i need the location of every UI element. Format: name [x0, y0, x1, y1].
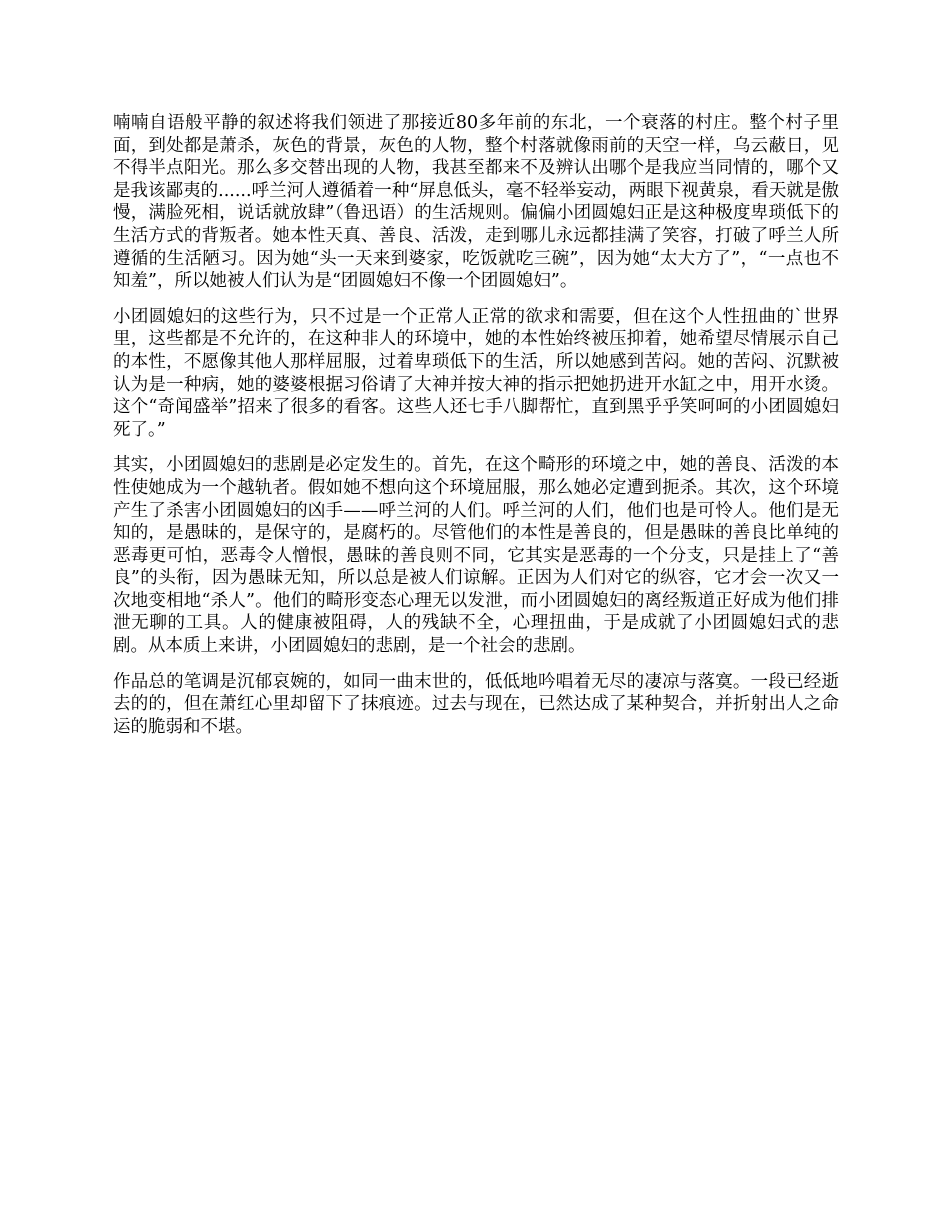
document-body — [113, 112, 839, 751]
paragraph-3: 其实，小团圆媳妇的悲剧是必定发生的。首先，在这个畸形的环境之中，她的善良、活泼的本性使她成为一个越轨者。假如她不想向这个环境屈服，那么她必定遭到扼杀。其次，这个环境产生了杀害小团圆媳妇的凶手——呼兰河的人们。呼兰河的人们，他们也是可怜人。他们是无知的，是愚昧的，是保守的，是腐朽的。尽管他们的本性是善良的，但是愚昧的善良比单纯的恶毒更可怕，恶毒令人憎恨，愚昧的善良则不同，它其实是恶毒的一个分支，只是挂上了“善良”的头衔，因为愚昧无知，所以总是被人们谅解。正因为人们对它的纵容，它才会一次又一次地变相地“杀人”。他们的畸形变态心理无以发泄，而小团圆媳妇的离经叛道正好成为他们排泄无聊的工具。人的健康被阻碍，人的残缺不全，心理扭曲，于是成就了小团圆媳妇式的悲剧。从本质上来讲，小团圆媳妇的悲剧，是一个社会的悲剧。 — [113, 455, 839, 657]
paragraph-1: 喃喃自语般平静的叙述将我们领进了那接近80多年前的东北，一个衰落的村庄。整个村子里面，到处都是萧杀，灰色的背景，灰色的人物，整个村落就像雨前的天空一样，乌云蔽日，见不得半点阳光。那么多交替出现的人物，我甚至都来不及辨认出哪个是我应当同情的，哪个又是我该鄙夷的......呼兰河人遵循着一种“屏息低头，毫不轻举妄动，两眼下视黄泉，看天就是傲慢，满脸死相，说话就放肆”（鲁迅语）的生活规则。偏偏小团圆媳妇正是这种极度卑琐低下的生活方式的背叛者。她本性天真、善良、活泼，走到哪儿永远都挂满了笑容，打破了呼兰人所遵循的生活陋习。因为她“头一天来到婆家，吃饭就吃三碗”，因为她“太大方了”，“一点也不知羞”，所以她被人们认为是“团圆媳妇不像一个团圆媳妇”。 — [113, 113, 839, 292]
paragraph-4: 作品总的笔调是沉郁哀婉的，如同一曲末世的，低低地吟唱着无尽的凄凉与落寞。一段已经逝去的的，但在萧红心里却留下了抹痕迹。过去与现在，已然达成了某种契合，并折射出人之命运的脆弱和不堪。 — [113, 671, 839, 737]
paragraph-2: 小团圆媳妇的这些行为，只不过是一个正常人正常的欲求和需要，但在这个人性扭曲的`世界里，这些都是不允许的，在这种非人的环境中，她的本性始终被压抑着，她希望尽情展示自己的本性，不愿像其他人那样屈服，过着卑琐低下的生活，所以她感到苦闷。她的苦闷、沉默被认为是一种病，她的婆婆根据习俗请了大神并按大神的指示把她扔进开水缸之中，用开水烫。这个“奇闻盛举”招来了很多的看客。这些人还七手八脚帮忙，直到黑乎乎笑呵呵的小团圆媳妇死了。” — [113, 306, 839, 440]
